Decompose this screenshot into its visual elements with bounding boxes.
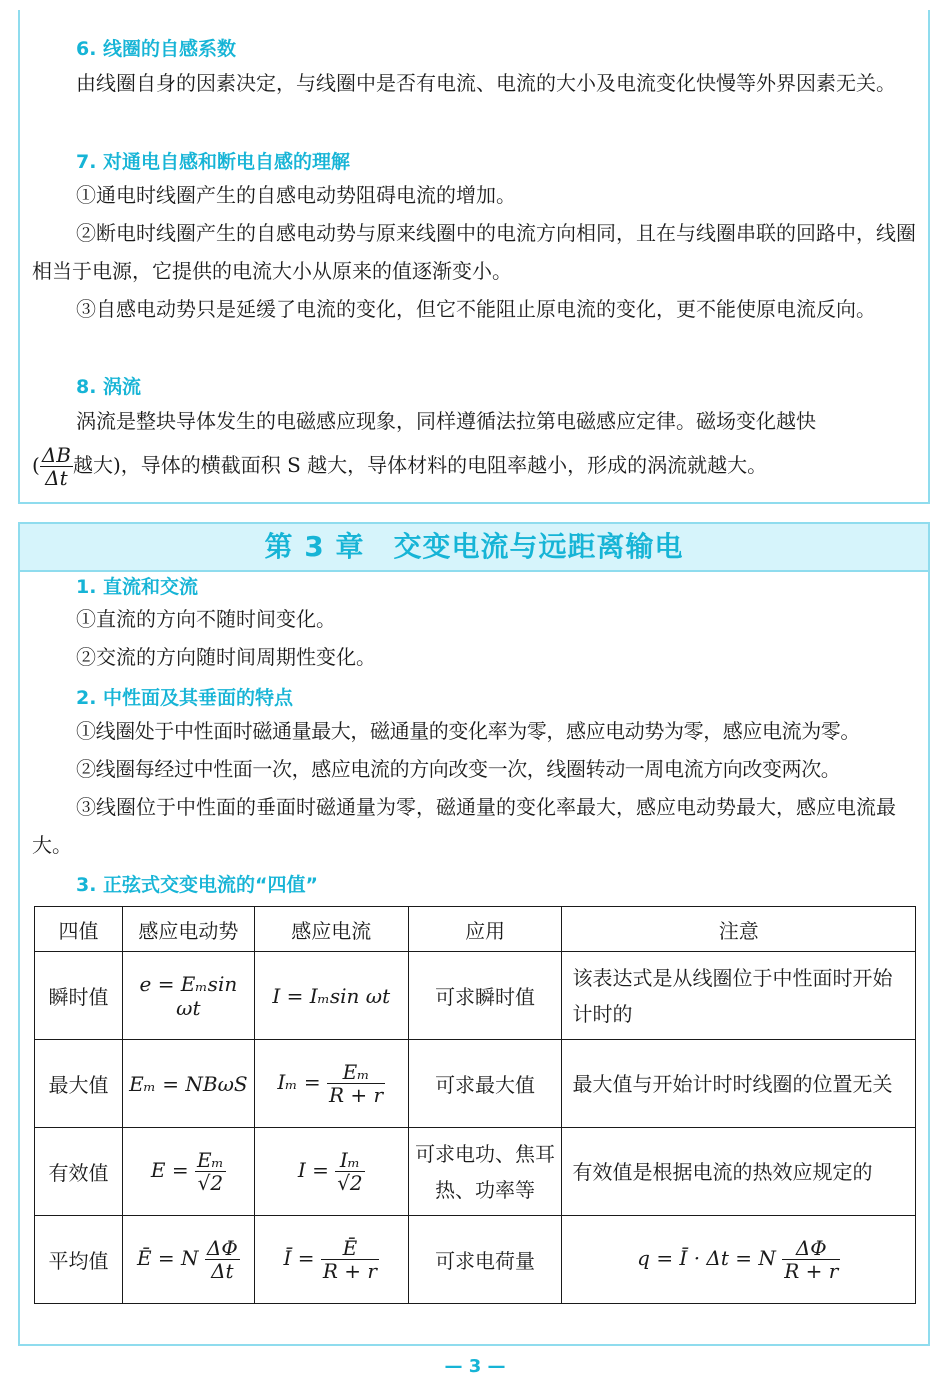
emf-formula: e = Eₘsin ωt (122, 952, 254, 1040)
paragraph-8-text-a: 涡流是整块导体发生的电磁感应现象，同样遵循法拉第电磁感应定律。磁场变化越快 (76, 409, 816, 433)
section-heading-c2: 2. 中性面及其垂面的特点 (76, 687, 294, 709)
application-cell: 可求瞬时值 (408, 952, 562, 1040)
row-label: 最大值 (35, 1040, 123, 1128)
formula-lhs: Ī = (283, 1246, 315, 1270)
fraction-numerator: ΔB (41, 443, 71, 467)
fraction-denominator: R + r (329, 1083, 384, 1107)
fraction-dB-dt (40, 444, 73, 489)
formula-lhs: E = (150, 1158, 189, 1182)
application-cell: 可求电荷量 (408, 1216, 562, 1304)
fraction-denominator: √2 (337, 1171, 363, 1195)
paragraph-c1-2 (32, 638, 920, 676)
current-formula: I = Iₘsin ωt (254, 952, 408, 1040)
section-heading-c3: 3. 正弦式交变电流的“四值” (76, 874, 319, 896)
paragraph-c2-2-text: ②线圈每经过中性面一次，感应电流的方向改变一次，线圈转动一周电流方向改变两次。 (76, 757, 841, 781)
formula-lhs: q = Ī · Δt = N (637, 1246, 776, 1270)
table-row (35, 1216, 916, 1304)
table-row (35, 1128, 916, 1216)
table-header: 应用 (408, 907, 562, 952)
section-heading-c1: 1. 直流和交流 (76, 576, 199, 598)
table-header: 感应电动势 (122, 907, 254, 952)
paragraph-6-text: 由线圈自身的因素决定，与线圈中是否有电流、电流的大小及电流变化快慢等外界因素无关。 (76, 71, 896, 95)
current-formula (254, 1128, 408, 1216)
fraction-numerator: Ē (321, 1237, 379, 1260)
note-cell (562, 1216, 916, 1304)
table-row (35, 1040, 916, 1128)
four-values-table (34, 906, 916, 1304)
table-header-row (35, 907, 916, 952)
paragraph-c1-1-text: ①直流的方向不随时间变化。 (76, 607, 336, 631)
current-formula (254, 1040, 408, 1128)
note-cell: 最大值与开始计时时线圈的位置无关 (562, 1040, 916, 1128)
paragraph-7-3-text: ③自感电动势只是延缓了电流的变化，但它不能阻止原电流的变化，更不能使原电流反向。 (76, 297, 876, 321)
note-cell: 该表达式是从线圈位于中性面时开始计时的 (562, 952, 916, 1040)
formula-fraction (205, 1237, 240, 1282)
formula-fraction (195, 1149, 226, 1194)
fraction-numerator: Eₘ (196, 1148, 224, 1172)
formula-fraction (327, 1061, 385, 1106)
row-label: 瞬时值 (35, 952, 123, 1040)
section-heading-8: 8. 涡流 (76, 376, 142, 398)
fraction-denominator: Δt (45, 466, 68, 490)
fraction-denominator: R + r (322, 1259, 377, 1283)
formula-fraction (321, 1237, 379, 1282)
fraction-numerator: Eₘ (327, 1061, 385, 1084)
formula-fraction (782, 1237, 840, 1282)
paragraph-7-3 (32, 290, 920, 328)
fraction-numerator: Iₘ (335, 1149, 364, 1172)
table-header: 注意 (562, 907, 916, 952)
fraction-denominator: Δt (211, 1259, 234, 1283)
paragraph-c2-1-text: ①线圈处于中性面时磁通量最大，磁通量的变化率为零，感应电动势为零，感应电流为零。 (76, 719, 860, 743)
emf-formula (122, 1216, 254, 1304)
paragraph-c2-2 (32, 750, 920, 788)
chapter-title: 第 3 章 交变电流与远距离输电 (20, 524, 928, 572)
table-row (35, 952, 916, 1040)
table-header: 四值 (35, 907, 123, 952)
emf-formula (122, 1128, 254, 1216)
table-header: 感应电流 (254, 907, 408, 952)
paragraph-8: 涡流是整块导体发生的电磁感应现象，同样遵循法拉第电磁感应定律。磁场变化越快 ( $\frac{\Delta B}{\Delta t}$ 越大)，导体的横截面积 S 越大，导体材料的电阻率越小，形成的涡流就越大。 (32, 409, 816, 490)
emf-formula: Eₘ = NBωS (122, 1040, 254, 1128)
fraction-denominator: √2 (197, 1171, 224, 1195)
application-cell: 可求最大值 (408, 1040, 562, 1128)
formula-lhs: I = (297, 1158, 329, 1182)
paragraph-c2-3-text: ③线圈位于中性面的垂面时磁通量为零，磁通量的变化率最大，感应电动势最大，感应电流最大。 (32, 795, 896, 857)
paragraph-7-2 (32, 214, 920, 290)
application-cell: 可求电功、焦耳热、功率等 (408, 1128, 562, 1216)
paragraph-8-text-b: 越大)，导体的横截面积 S 越大，导体材料的电阻率越小，形成的涡流就越大。 (72, 453, 768, 477)
paragraph-7-1-text: ①通电时线圈产生的自感电动势阻碍电流的增加。 (76, 183, 516, 207)
current-formula (254, 1216, 408, 1304)
formula-lhs: Ē = N (136, 1246, 199, 1270)
formula-fraction (335, 1149, 364, 1194)
row-label: 平均值 (35, 1216, 123, 1304)
fraction-numerator: ΔΦ (782, 1237, 840, 1260)
paragraph-c1-2-text: ②交流的方向随时间周期性变化。 (76, 645, 376, 669)
paragraph-c2-1 (32, 712, 920, 750)
row-label: 有效值 (35, 1128, 123, 1216)
paragraph-c2-3 (32, 788, 920, 864)
paragraph-6 (32, 64, 920, 102)
formula-lhs: Iₘ = (277, 1070, 321, 1094)
fraction-numerator: ΔΦ (206, 1236, 238, 1260)
fraction-denominator: R + r (784, 1259, 839, 1283)
paragraph-7-1 (32, 176, 920, 214)
section-heading-7: 7. 对通电自感和断电自感的理解 (76, 151, 351, 173)
page-number: — 3 — (444, 1356, 506, 1377)
section-heading-6: 6. 线圈的自感系数 (76, 38, 237, 60)
paragraph-7-2-text: ②断电时线圈产生的自感电动势与原来线圈中的电流方向相同，且在与线圈串联的回路中，线圈相当于电源，它提供的电流大小从原来的值逐渐变小。 (32, 221, 916, 283)
paragraph-c1-1 (32, 600, 920, 638)
note-cell: 有效值是根据电流的热效应规定的 (562, 1128, 916, 1216)
